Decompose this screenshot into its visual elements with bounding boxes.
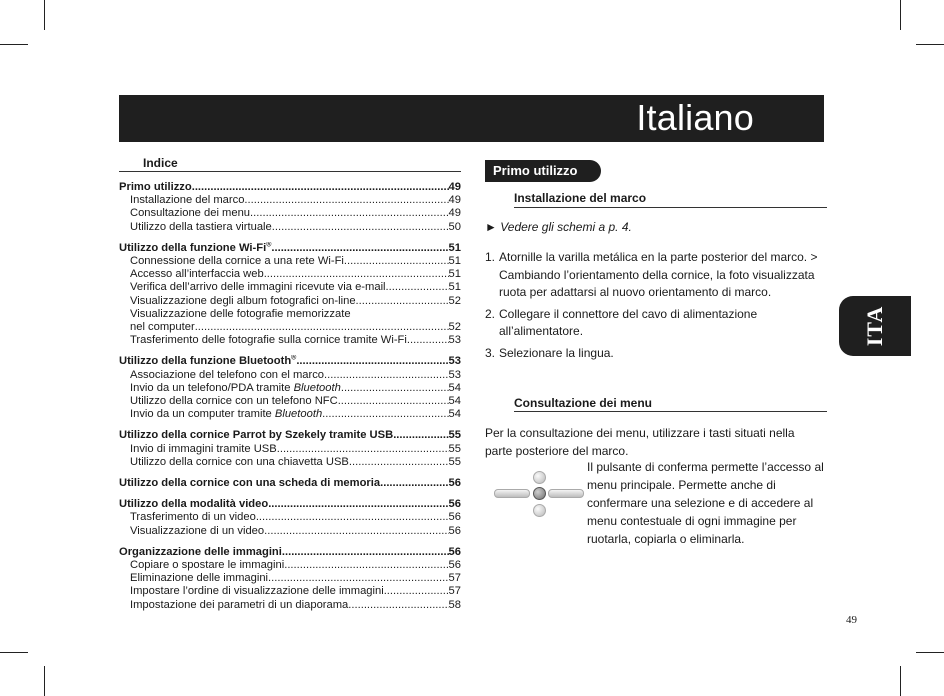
toc-entry (119, 511, 461, 524)
toc-page-number: 55 (448, 442, 461, 455)
toc-entry (119, 408, 461, 421)
toc-entry-text: Consultazione dei menu (130, 207, 251, 220)
toc-section-title-text: Utilizzo della cornice Parrot by Szekely tramite USB (119, 429, 394, 442)
crop-mark (916, 652, 944, 653)
toc-section-title (119, 242, 271, 255)
menu-heading: Consultazione dei menu (514, 396, 653, 410)
toc-entry-text: Visualizzazione degli album fotografici on-line (130, 294, 356, 307)
toc-section-title (119, 498, 268, 511)
toc-entry-text: Copiare o spostare le immagini (130, 559, 285, 572)
toc-entry-text: Verifica dell’arrivo delle immagini ricevute via e-mail (130, 281, 386, 294)
toc-leader-dots (250, 207, 449, 220)
toc-entry-title (130, 585, 384, 598)
toc-section-title (119, 355, 296, 368)
toc-entry (119, 369, 461, 382)
navigation-buttons-illustration (494, 468, 584, 520)
toc-leader-dots (268, 498, 448, 511)
registered-mark: ® (266, 241, 272, 249)
language-side-tab (839, 296, 911, 356)
toc-page-number: 51 (448, 281, 461, 294)
registered-mark: ® (291, 355, 297, 362)
toc-section (119, 181, 461, 234)
crop-mark (44, 0, 45, 30)
step-text: Atornille la varilla metálica en la parte posterior del marco. > Cambiando l’orientamento della cornice, la foto visualizzata ruota per adattarsi al nuovo orientamento di marco. (499, 250, 818, 299)
toc-leader-dots (264, 525, 448, 538)
toc-entry-text: Impostare l’ordine di visualizzazione delle immagini (130, 585, 384, 598)
toc-leader-dots (386, 281, 449, 294)
index-title: Indice (143, 156, 178, 170)
step-text: Collegare il connettore del cavo di alimentazione all’alimentatore. (499, 306, 758, 338)
language-banner (119, 95, 824, 142)
toc-entry (119, 525, 461, 538)
toc-page-number: 54 (448, 395, 461, 408)
toc-entry-title (130, 268, 264, 281)
toc-page-number: 53 (448, 368, 461, 381)
toc-page-number: 51 (448, 241, 461, 254)
toc-entry-text: Trasferimento di un video (130, 511, 256, 524)
toc-page-number: 56 (448, 498, 461, 511)
toc-leader-dots (380, 477, 448, 490)
toc-leader-dots (192, 181, 449, 194)
toc-entry (119, 268, 461, 281)
toc-entry (119, 221, 461, 234)
banner-title: Italiano (636, 97, 754, 138)
step-item (485, 306, 830, 341)
toc-entry-title (130, 599, 348, 612)
step-item (485, 249, 830, 302)
toc-entry (119, 599, 461, 612)
toc-entry-title (130, 382, 341, 395)
toc-entry-text: Invio da un telefono/PDA tramite (130, 381, 294, 394)
index-divider (119, 171, 461, 172)
toc-section-title-text: Utilizzo della cornice con una scheda di memoria (119, 477, 381, 490)
toc-section (119, 546, 461, 612)
toc-section-title-text: Primo utilizzo (119, 181, 192, 193)
crop-mark (916, 44, 944, 45)
toc-entry-text: Visualizzazione delle fotografie memorizzate (130, 307, 351, 320)
menu-heading-rule (514, 411, 827, 412)
toc-leader-dots (264, 268, 449, 281)
toc-entry-text: Installazione del marco (130, 194, 245, 207)
toc-leader-dots (338, 395, 449, 408)
toc-leader-dots (271, 242, 448, 255)
toc-leader-dots (349, 456, 449, 469)
toc-entry-title (130, 194, 244, 207)
toc-entry-title (130, 408, 322, 421)
toc-leader-dots (344, 255, 449, 268)
toc-entry-title (130, 559, 284, 572)
toc-entry (119, 321, 461, 334)
toc-leader-dots (341, 382, 449, 395)
toc-entry-italic: Bluetooth (293, 381, 341, 394)
confirm-button-icon (533, 487, 546, 500)
toc-section-title-text: Utilizzo della funzione Bluetooth (119, 355, 292, 368)
toc-leader-dots (410, 334, 449, 347)
toc-section (119, 429, 461, 469)
side-tab-label: ITA (862, 305, 887, 347)
toc-page-number: 49 (448, 194, 461, 207)
toc-section-title (119, 429, 393, 442)
toc-page-number: 54 (448, 408, 461, 421)
toc-section-row (119, 355, 461, 368)
toc-entry (119, 443, 461, 456)
install-heading: Installazione del marco (514, 191, 647, 205)
toc-section-row (119, 477, 461, 490)
toc-leader-dots (322, 408, 448, 421)
toc-leader-dots (277, 443, 449, 456)
toc-leader-dots (284, 559, 448, 572)
toc-entry-text: Trasferimento delle fotografie sulla cornice tramite Wi-Fi. (130, 334, 410, 347)
toc-section (119, 498, 461, 538)
toc-entry (119, 334, 461, 347)
toc-entry-text: nel computer (130, 321, 195, 334)
toc-page-number: 57 (448, 585, 461, 598)
step-item (485, 345, 830, 363)
toc-leader-dots (244, 194, 448, 207)
toc-entry (119, 295, 461, 308)
left-button-icon (494, 489, 530, 498)
toc-page-number: 56 (448, 477, 461, 490)
toc-entry-title (130, 395, 338, 408)
toc-page-number: 51 (448, 255, 461, 268)
toc-page-number: 49 (448, 181, 461, 193)
right-button-icon (548, 489, 584, 498)
toc-page-number: 53 (448, 355, 461, 368)
crop-mark (900, 0, 901, 30)
toc-entry (119, 382, 461, 395)
install-steps (485, 249, 830, 366)
install-heading-rule (514, 207, 827, 208)
toc-entry-text: Utilizzo della cornice con una chiavetta USB (130, 455, 349, 468)
toc-page-number: 51 (448, 268, 461, 281)
toc-entry-title (130, 221, 272, 234)
toc-entry-title (130, 255, 344, 268)
toc-entry-title (130, 369, 324, 382)
up-button-icon (533, 471, 546, 484)
confirm-button-paragraph: Il pulsante di conferma permette l’accesso al menu principale. Permette anche di confermare una selezione e di accedere al menu contestuale di ogni immagine per ruotarla, copiarla o eliminarla. (587, 460, 824, 546)
toc-entry-title (130, 281, 386, 294)
toc-leader-dots (384, 585, 449, 598)
toc-section-title-text: Utilizzo della modalità video (119, 498, 269, 511)
toc-section-title (119, 477, 380, 490)
toc-entry (119, 194, 461, 207)
toc-leader-dots (272, 221, 449, 234)
toc-entry-title (130, 443, 277, 456)
toc-leader-dots (348, 599, 448, 612)
toc-leader-dots (324, 369, 449, 382)
menu-paragraph: Per la consultazione dei menu, utilizzare i tasti situati nella parte posteriore del marco. (485, 426, 795, 458)
see-diagrams-note: ► Vedere gli schemi a p. 4. (485, 220, 632, 234)
toc-entry-text: Connessione della cornice a una rete Wi-Fi (130, 255, 344, 268)
toc-entry (119, 585, 461, 598)
toc-entry-title (130, 456, 349, 469)
toc-section-title-text: Utilizzo della funzione Wi-Fi (119, 241, 267, 254)
toc-page-number: 52 (448, 321, 461, 334)
toc-leader-dots (282, 546, 449, 559)
table-of-contents (119, 181, 461, 620)
toc-entry-title (130, 572, 268, 585)
toc-section (119, 242, 461, 348)
step-number: 2. (485, 306, 496, 321)
toc-section-title (119, 181, 192, 194)
toc-page-number: 58 (448, 598, 461, 611)
toc-leader-dots (296, 355, 448, 368)
toc-page-number: 54 (448, 381, 461, 394)
section-pill: Primo utilizzo (485, 160, 601, 182)
toc-entry-text: Impostazione dei parametri di un diaporama (130, 598, 349, 611)
toc-entry-text: Utilizzo della tastiera virtuale (130, 220, 272, 233)
toc-entry-text: Invio di immagini tramite USB (130, 442, 277, 455)
step-number: 1. (485, 250, 496, 264)
toc-entry-italic: Bluetooth (274, 408, 323, 421)
toc-page-number: 49 (448, 207, 461, 220)
toc-page-number: 53 (448, 334, 461, 347)
toc-entry (119, 255, 461, 268)
toc-leader-dots (393, 429, 448, 442)
toc-section-row (119, 546, 461, 559)
toc-page-number: 50 (448, 220, 461, 233)
toc-page-number: 55 (448, 455, 461, 468)
toc-entry-text: Visualizzazione di un video (130, 524, 265, 537)
toc-section-row (119, 242, 461, 255)
toc-entry-title (130, 207, 250, 220)
toc-section-row (119, 181, 461, 194)
down-button-icon (533, 504, 546, 517)
toc-entry-text: Utilizzo della cornice con un telefono NFC (130, 395, 338, 408)
toc-entry-title (130, 308, 351, 321)
toc-page-number: 57 (448, 572, 461, 585)
toc-leader-dots (356, 295, 449, 308)
toc-entry-title (130, 321, 195, 334)
toc-entry-title (130, 295, 356, 308)
toc-entry (119, 207, 461, 220)
toc-entry-text: Associazione del telefono con el marco (130, 368, 325, 381)
toc-entry-text: Accesso all’interfaccia web (130, 268, 264, 281)
step-text: Selezionare la lingua. (499, 345, 614, 360)
toc-entry (119, 308, 461, 321)
toc-section (119, 477, 461, 490)
toc-entry (119, 572, 461, 585)
toc-entry (119, 281, 461, 294)
toc-section-title-text: Organizzazione delle immagini (119, 545, 282, 558)
crop-mark (0, 652, 28, 653)
toc-section-title (119, 546, 282, 559)
toc-leader-dots (268, 572, 449, 585)
crop-mark (44, 666, 45, 696)
toc-page-number: 52 (448, 294, 461, 307)
toc-page-number: 56 (448, 511, 461, 524)
toc-section (119, 355, 461, 421)
crop-mark (0, 44, 28, 45)
toc-leader-dots (195, 321, 449, 334)
toc-page-number: 56 (448, 545, 461, 558)
toc-section-row (119, 429, 461, 442)
toc-entry-title (130, 525, 264, 538)
toc-entry-text: Invio da un computer tramite (130, 408, 275, 421)
toc-entry (119, 559, 461, 572)
toc-page-number: 55 (448, 429, 461, 442)
toc-entry-text: Eliminazione delle immagini (130, 572, 269, 585)
toc-entry (119, 456, 461, 469)
toc-leader-dots (256, 511, 449, 524)
toc-entry-title (130, 334, 410, 347)
toc-section-row (119, 498, 461, 511)
page-number: 49 (846, 614, 857, 626)
toc-page-number: 56 (448, 524, 461, 537)
crop-mark (900, 666, 901, 696)
toc-entry-title (130, 511, 256, 524)
toc-entry (119, 395, 461, 408)
step-number: 3. (485, 345, 496, 360)
toc-page-number: 56 (448, 559, 461, 572)
